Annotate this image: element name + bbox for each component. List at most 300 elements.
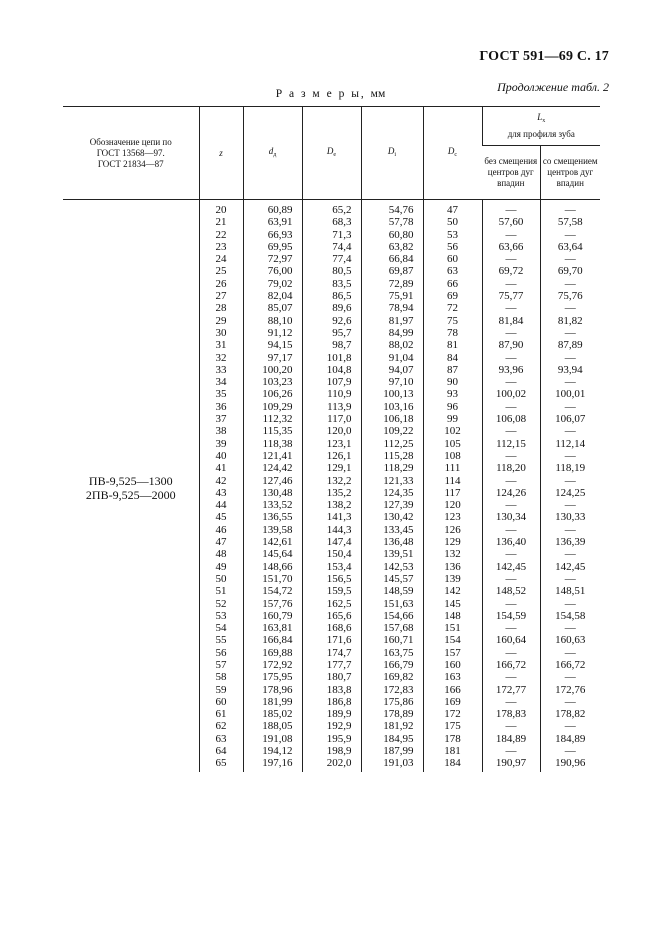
cell-L2: — [540, 696, 600, 708]
cell-De: 74,4 [302, 241, 361, 253]
cell-z: 65 [199, 757, 243, 771]
cell-d: 194,12 [243, 745, 302, 757]
cell-L2: — [540, 622, 600, 634]
cell-De: 101,8 [302, 352, 361, 364]
cell-L1: 154,59 [482, 610, 540, 622]
cell-L2: 172,76 [540, 684, 600, 696]
cell-Di: 139,51 [361, 548, 423, 560]
cell-L2: — [540, 548, 600, 560]
cell-Dc: 84 [423, 352, 482, 364]
cell-Di: 84,99 [361, 327, 423, 339]
cell-Di: 69,87 [361, 265, 423, 277]
header-with-offset-text: со смещением центров дуг впадин [542, 156, 598, 188]
cell-L1: 148,52 [482, 585, 540, 597]
cell-Di: 133,45 [361, 524, 423, 536]
cell-z: 38 [199, 425, 243, 437]
cell-z: 62 [199, 720, 243, 732]
cell-Dc: 178 [423, 733, 482, 745]
cell-L2: — [540, 524, 600, 536]
cell-L2: 112,14 [540, 438, 600, 450]
header-z [199, 107, 243, 200]
header-De-sub: e [333, 151, 337, 158]
cell-L2: 190,96 [540, 757, 600, 771]
cell-Di: 163,75 [361, 647, 423, 659]
cell-L2: 148,51 [540, 585, 600, 597]
header-Dc [423, 107, 482, 200]
cell-Di: 54,76 [361, 200, 423, 217]
cell-z: 37 [199, 413, 243, 425]
cell-De: 156,5 [302, 573, 361, 585]
cell-L1: — [482, 548, 540, 560]
cell-L1: 81,84 [482, 315, 540, 327]
cell-Dc: 154 [423, 634, 482, 646]
cell-Di: 145,57 [361, 573, 423, 585]
table-body [63, 200, 600, 772]
cell-Dc: 166 [423, 684, 482, 696]
cell-z: 50 [199, 573, 243, 585]
cell-De: 71,3 [302, 229, 361, 241]
cell-L1: 130,34 [482, 511, 540, 523]
cell-d: 115,35 [243, 425, 302, 437]
cell-z: 54 [199, 622, 243, 634]
cell-L2: 87,89 [540, 339, 600, 351]
cell-L2: — [540, 499, 600, 511]
cell-De: 141,3 [302, 511, 361, 523]
cell-L2: 124,25 [540, 487, 600, 499]
cell-d: 106,26 [243, 388, 302, 400]
cell-L1: — [482, 720, 540, 732]
table-row [63, 200, 600, 217]
cell-d: 88,10 [243, 315, 302, 327]
cell-De: 186,8 [302, 696, 361, 708]
cell-L1: — [482, 598, 540, 610]
cell-Dc: 184 [423, 757, 482, 771]
header-without-offset-text: без смещения центров дуг впадин [484, 156, 538, 188]
cell-L2: — [540, 647, 600, 659]
cell-L1: 112,15 [482, 438, 540, 450]
cell-L2: — [540, 352, 600, 364]
cell-d: 118,38 [243, 438, 302, 450]
cell-d: 169,88 [243, 647, 302, 659]
cell-z: 44 [199, 499, 243, 511]
cell-d: 185,02 [243, 708, 302, 720]
cell-De: 95,7 [302, 327, 361, 339]
cell-L1: 118,20 [482, 462, 540, 474]
cell-De: 80,5 [302, 265, 361, 277]
cell-z: 30 [199, 327, 243, 339]
header-Dc-sub: c [454, 151, 458, 158]
cell-L2: 81,82 [540, 315, 600, 327]
cell-De: 107,9 [302, 376, 361, 388]
cell-Di: 127,39 [361, 499, 423, 511]
cell-De: 147,4 [302, 536, 361, 548]
cell-L2: 130,33 [540, 511, 600, 523]
cell-z: 34 [199, 376, 243, 388]
cell-z: 21 [199, 216, 243, 228]
sprocket-dimensions-table [63, 106, 600, 772]
cell-z: 20 [199, 200, 243, 217]
cell-Dc: 75 [423, 315, 482, 327]
cell-De: 110,9 [302, 388, 361, 400]
cell-De: 132,2 [302, 475, 361, 487]
header-chain-designation [63, 107, 199, 200]
cell-L1: — [482, 622, 540, 634]
cell-Dc: 111 [423, 462, 482, 474]
chain-designation-cell [63, 200, 199, 772]
cell-L2: 63,64 [540, 241, 600, 253]
page-header-title: ГОСТ 591—69 С. 17 [479, 49, 609, 64]
dimensions-label: Р а з м е р ы, [275, 88, 366, 100]
cell-z: 33 [199, 364, 243, 376]
cell-z: 63 [199, 733, 243, 745]
cell-d: 103,23 [243, 376, 302, 388]
cell-L1: 106,08 [482, 413, 540, 425]
cell-Di: 91,04 [361, 352, 423, 364]
cell-d: 154,72 [243, 585, 302, 597]
cell-Dc: 148 [423, 610, 482, 622]
cell-Di: 184,95 [361, 733, 423, 745]
cell-L1: 75,77 [482, 290, 540, 302]
cell-De: 104,8 [302, 364, 361, 376]
cell-z: 57 [199, 659, 243, 671]
cell-L2: 75,76 [540, 290, 600, 302]
cell-Di: 103,16 [361, 401, 423, 413]
cell-d: 94,15 [243, 339, 302, 351]
cell-z: 23 [199, 241, 243, 253]
cell-L2: 136,39 [540, 536, 600, 548]
cell-Dc: 163 [423, 671, 482, 683]
cell-z: 61 [199, 708, 243, 720]
cell-z: 45 [199, 511, 243, 523]
cell-d: 76,00 [243, 265, 302, 277]
cell-L1: — [482, 376, 540, 388]
header-with-offset [540, 146, 600, 200]
cell-L1: — [482, 229, 540, 241]
cell-Di: 60,80 [361, 229, 423, 241]
cell-L1: — [482, 401, 540, 413]
cell-Di: 166,79 [361, 659, 423, 671]
cell-L1: 100,02 [482, 388, 540, 400]
cell-z: 49 [199, 561, 243, 573]
cell-L1: — [482, 745, 540, 757]
cell-z: 39 [199, 438, 243, 450]
cell-L2: 118,19 [540, 462, 600, 474]
header-without-offset [482, 146, 540, 200]
cell-De: 189,9 [302, 708, 361, 720]
header-Lx-text: L [537, 112, 543, 122]
cell-L2: — [540, 475, 600, 487]
cell-d: 197,16 [243, 757, 302, 771]
cell-De: 68,3 [302, 216, 361, 228]
cell-Di: 97,10 [361, 376, 423, 388]
cell-d: 82,04 [243, 290, 302, 302]
cell-Dc: 151 [423, 622, 482, 634]
header-Dc-text: D [447, 145, 455, 156]
header-Di-text: D [387, 145, 395, 156]
cell-Dc: 126 [423, 524, 482, 536]
header-z-text: z [219, 147, 223, 158]
cell-De: 195,9 [302, 733, 361, 745]
cell-Dc: 53 [423, 229, 482, 241]
cell-Dc: 69 [423, 290, 482, 302]
cell-L2: 142,45 [540, 561, 600, 573]
cell-Di: 78,94 [361, 302, 423, 314]
cell-De: 198,9 [302, 745, 361, 757]
cell-z: 51 [199, 585, 243, 597]
cell-L1: — [482, 352, 540, 364]
cell-Di: 148,59 [361, 585, 423, 597]
cell-De: 150,4 [302, 548, 361, 560]
cell-L1: 93,96 [482, 364, 540, 376]
cell-Dc: 114 [423, 475, 482, 487]
cell-L2: 106,07 [540, 413, 600, 425]
cell-L1: — [482, 671, 540, 683]
cell-Dc: 123 [423, 511, 482, 523]
cell-Di: 124,35 [361, 487, 423, 499]
cell-Di: 121,33 [361, 475, 423, 487]
cell-L1: 166,72 [482, 659, 540, 671]
cell-Di: 142,53 [361, 561, 423, 573]
cell-Dc: 90 [423, 376, 482, 388]
cell-L1: — [482, 302, 540, 314]
cell-Dc: 66 [423, 278, 482, 290]
cell-d: 130,48 [243, 487, 302, 499]
cell-d: 188,05 [243, 720, 302, 732]
header-Di [361, 107, 423, 200]
cell-L2: 93,94 [540, 364, 600, 376]
cell-Di: 157,68 [361, 622, 423, 634]
header-De-text: D [326, 145, 334, 156]
cell-De: 174,7 [302, 647, 361, 659]
cell-L2: — [540, 425, 600, 437]
cell-Di: 175,86 [361, 696, 423, 708]
cell-z: 47 [199, 536, 243, 548]
cell-De: 98,7 [302, 339, 361, 351]
cell-Dc: 136 [423, 561, 482, 573]
cell-Di: 118,29 [361, 462, 423, 474]
cell-L2: — [540, 598, 600, 610]
cell-z: 35 [199, 388, 243, 400]
cell-z: 52 [199, 598, 243, 610]
cell-De: 183,8 [302, 684, 361, 696]
cell-z: 28 [199, 302, 243, 314]
cell-d: 72,97 [243, 253, 302, 265]
cell-L1: 69,72 [482, 265, 540, 277]
cell-L2: — [540, 376, 600, 388]
cell-Dc: 129 [423, 536, 482, 548]
header-Di-sub: i [394, 151, 397, 158]
cell-De: 129,1 [302, 462, 361, 474]
cell-Dc: 181 [423, 745, 482, 757]
cell-z: 55 [199, 634, 243, 646]
cell-L2: 178,82 [540, 708, 600, 720]
cell-Dc: 105 [423, 438, 482, 450]
cell-Dc: 160 [423, 659, 482, 671]
cell-L2: — [540, 720, 600, 732]
cell-Di: 112,25 [361, 438, 423, 450]
cell-Di: 109,22 [361, 425, 423, 437]
cell-De: 120,0 [302, 425, 361, 437]
cell-z: 42 [199, 475, 243, 487]
cell-d: 133,52 [243, 499, 302, 511]
cell-L2: — [540, 327, 600, 339]
cell-L1: 190,97 [482, 757, 540, 771]
cell-Di: 130,42 [361, 511, 423, 523]
cell-z: 48 [199, 548, 243, 560]
cell-L2: — [540, 671, 600, 683]
cell-L1: — [482, 327, 540, 339]
cell-L1: — [482, 573, 540, 585]
cell-d: 85,07 [243, 302, 302, 314]
cell-Di: 172,83 [361, 684, 423, 696]
header-De [302, 107, 361, 200]
cell-Dc: 132 [423, 548, 482, 560]
cell-Di: 115,28 [361, 450, 423, 462]
cell-z: 26 [199, 278, 243, 290]
cell-De: 162,5 [302, 598, 361, 610]
cell-z: 25 [199, 265, 243, 277]
cell-De: 153,4 [302, 561, 361, 573]
cell-De: 92,6 [302, 315, 361, 327]
cell-L1: — [482, 425, 540, 437]
cell-L1: — [482, 696, 540, 708]
cell-L1: 124,26 [482, 487, 540, 499]
cell-Dc: 175 [423, 720, 482, 732]
cell-z: 36 [199, 401, 243, 413]
cell-Dc: 145 [423, 598, 482, 610]
cell-L1: 63,66 [482, 241, 540, 253]
cell-d: 91,12 [243, 327, 302, 339]
cell-z: 27 [199, 290, 243, 302]
cell-De: 77,4 [302, 253, 361, 265]
cell-d: 109,29 [243, 401, 302, 413]
cell-z: 64 [199, 745, 243, 757]
cell-L1: 142,45 [482, 561, 540, 573]
cell-d: 175,95 [243, 671, 302, 683]
cell-Dc: 56 [423, 241, 482, 253]
header-Lx-description: для профиля зуба [507, 129, 575, 139]
cell-d: 136,55 [243, 511, 302, 523]
cell-Dc: 117 [423, 487, 482, 499]
cell-L2: — [540, 573, 600, 585]
cell-Di: 154,66 [361, 610, 423, 622]
cell-De: 165,6 [302, 610, 361, 622]
cell-Di: 106,18 [361, 413, 423, 425]
cell-Dc: 93 [423, 388, 482, 400]
cell-Dc: 60 [423, 253, 482, 265]
cell-d: 148,66 [243, 561, 302, 573]
cell-Di: 88,02 [361, 339, 423, 351]
header-Lx-sub: x [542, 118, 546, 124]
cell-L2: 100,01 [540, 388, 600, 400]
cell-L2: — [540, 450, 600, 462]
cell-z: 24 [199, 253, 243, 265]
cell-L2: 166,72 [540, 659, 600, 671]
cell-z: 29 [199, 315, 243, 327]
cell-De: 192,9 [302, 720, 361, 732]
chain-designation-line: ПВ-9,525—1300 [88, 473, 173, 488]
cell-De: 113,9 [302, 401, 361, 413]
cell-De: 89,6 [302, 302, 361, 314]
cell-De: 83,5 [302, 278, 361, 290]
cell-L2: — [540, 278, 600, 290]
cell-L2: — [540, 229, 600, 241]
cell-De: 168,6 [302, 622, 361, 634]
cell-Di: 169,82 [361, 671, 423, 683]
cell-Di: 100,13 [361, 388, 423, 400]
cell-Dc: 157 [423, 647, 482, 659]
cell-De: 144,3 [302, 524, 361, 536]
dimensions-caption [0, 88, 661, 100]
cell-L1: — [482, 647, 540, 659]
cell-d: 124,42 [243, 462, 302, 474]
cell-L1: 184,89 [482, 733, 540, 745]
cell-d: 166,84 [243, 634, 302, 646]
cell-Di: 136,48 [361, 536, 423, 548]
cell-De: 123,1 [302, 438, 361, 450]
cell-d: 63,91 [243, 216, 302, 228]
dimensions-unit: мм [370, 88, 386, 100]
cell-L1: — [482, 200, 540, 217]
cell-L1: — [482, 475, 540, 487]
cell-L2: 57,58 [540, 216, 600, 228]
cell-z: 32 [199, 352, 243, 364]
cell-d: 112,32 [243, 413, 302, 425]
cell-Di: 63,82 [361, 241, 423, 253]
cell-Dc: 87 [423, 364, 482, 376]
cell-Di: 66,84 [361, 253, 423, 265]
table-continuation-note: Продолжение табл. 2 [497, 80, 609, 94]
header-Lx [482, 107, 600, 146]
cell-De: 138,2 [302, 499, 361, 511]
cell-d: 172,92 [243, 659, 302, 671]
cell-d: 157,76 [243, 598, 302, 610]
cell-d: 181,99 [243, 696, 302, 708]
cell-Dc: 142 [423, 585, 482, 597]
cell-Di: 151,63 [361, 598, 423, 610]
cell-z: 46 [199, 524, 243, 536]
cell-L2: — [540, 745, 600, 757]
cell-L1: — [482, 253, 540, 265]
cell-z: 40 [199, 450, 243, 462]
cell-z: 43 [199, 487, 243, 499]
cell-De: 126,1 [302, 450, 361, 462]
cell-d: 66,93 [243, 229, 302, 241]
cell-z: 60 [199, 696, 243, 708]
header-d [243, 107, 302, 200]
cell-L2: — [540, 302, 600, 314]
cell-Dc: 96 [423, 401, 482, 413]
cell-L1: 136,40 [482, 536, 540, 548]
cell-d: 191,08 [243, 733, 302, 745]
cell-z: 41 [199, 462, 243, 474]
cell-L1: — [482, 499, 540, 511]
cell-De: 180,7 [302, 671, 361, 683]
cell-d: 160,79 [243, 610, 302, 622]
cell-z: 58 [199, 671, 243, 683]
cell-d: 142,61 [243, 536, 302, 548]
cell-L1: — [482, 278, 540, 290]
cell-Di: 181,92 [361, 720, 423, 732]
cell-z: 59 [199, 684, 243, 696]
cell-Dc: 102 [423, 425, 482, 437]
cell-L2: — [540, 253, 600, 265]
cell-L2: — [540, 200, 600, 217]
cell-L1: — [482, 450, 540, 462]
cell-Dc: 81 [423, 339, 482, 351]
cell-Di: 57,78 [361, 216, 423, 228]
chain-designation-line: 2ПВ-9,525—2000 [85, 487, 176, 502]
